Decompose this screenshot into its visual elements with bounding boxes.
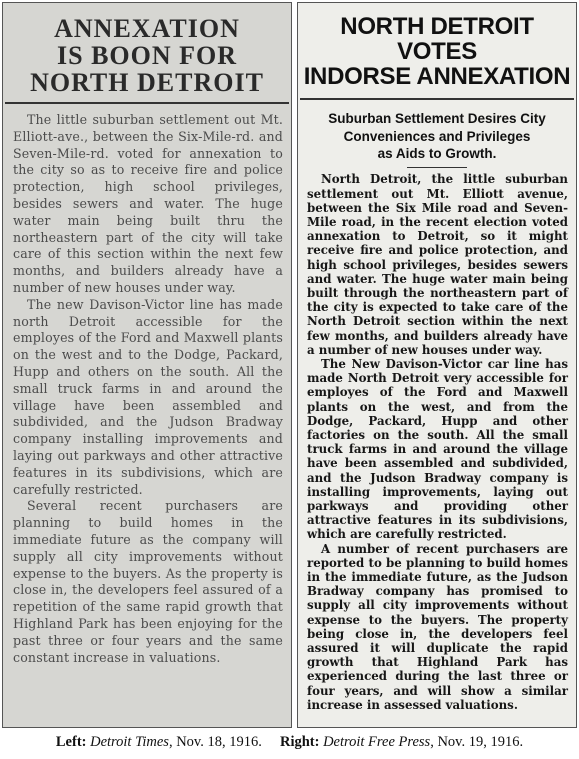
- left-headline-line: IS BOON FOR: [56, 41, 238, 71]
- right-paragraph: North Detroit, the little suburban settlement out Mt. Elliott avenue, between the Six Mile road and Seven-Mile road, in the recent election voted annexation to Detroit, so it might receive fire and police protection, and high school privileges, besides sewers and water. The huge water main being built through the northeastern part of the city is expected to take care of the North Detroit section within the next few months, and builders already have a number of new houses under way.: [307, 172, 568, 357]
- left-headline-line: ANNEXATION: [54, 14, 240, 43]
- left-paragraph: The new Davison-Victor line has made north Detroit accessible for the employes of the Ford and Maxwell plants on the west and to the Dodge, Packard, Hupp and others on the south. All the small truck farms in and around the village have been assembled and subdivided, and the Judson Bradway company installing improvements and laying out parkways and other attractive features in its subdivisions, which are carefully restricted.: [13, 296, 283, 497]
- left-paragraph: Several recent purchasers are planning to build homes in the immediate future as the company will supply all city improvements without expense to the buyers. As the property is close in, the developers feel assured of a repetition of the same rapid growth that Highland Park has been enjoying for the past three or four years and the same constant increase in valuations.: [13, 498, 283, 665]
- left-newspaper-clipping: [2, 2, 292, 728]
- right-paragraph: The New Davison-Victor car line has made North Detroit very accessible for employes of the Ford and Maxwell plants on the west, and from the Dodge, Packard, Hupp and other factories on the south. All the small truck farms in and around the village have been assembled and subdivided, and the Judson Bradway company is installing improvements, laying out parkways and providing other attractive features in its subdivisions, which are carefully restricted.: [307, 356, 568, 542]
- deck-divider: [407, 167, 467, 168]
- left-paragraph: The little suburban settlement out Mt. Elliott-ave., between the Six-Mile-rd. and Seven-Mile-rd. voted for annexation to the city so as to receive fire and police protection, high school privileges, besides sewers and water. The huge water main being built thru the northeastern part of the city will take care of this section within the next few months, and builders already have a number of new houses under way.: [13, 112, 283, 296]
- subheadline-line: as Aids to Growth.: [377, 146, 497, 162]
- headline-divider: [300, 98, 574, 100]
- right-subheadline: [304, 110, 570, 163]
- image-caption: [0, 734, 579, 751]
- caption-left-date: , Nov. 18, 1916.: [168, 734, 262, 750]
- right-headline-line: INDORSE ANNEXATION: [303, 62, 571, 90]
- caption-right-label: Right:: [279, 734, 320, 750]
- left-headline: [3, 3, 291, 102]
- left-article-body: [3, 112, 291, 666]
- subheadline-line: Conveniences and Privileges: [343, 128, 531, 144]
- caption-right-source: Detroit Free Press: [323, 734, 431, 750]
- caption-right-date: , Nov. 19, 1916.: [430, 734, 524, 750]
- right-article-body: [298, 172, 576, 712]
- headline-divider: [5, 102, 289, 104]
- right-headline: [298, 3, 576, 98]
- right-newspaper-clipping: [297, 2, 577, 728]
- subheadline-line: Suburban Settlement Desires City: [328, 110, 546, 126]
- left-headline-line: NORTH DETROIT: [30, 68, 264, 98]
- caption-left-source: Detroit Times: [90, 734, 169, 750]
- right-headline-line: NORTH DETROIT VOTES: [340, 13, 534, 65]
- right-paragraph: A number of recent purchasers are reported to be planning to build homes in the immediate future, as the Judson Bradway company has promised to supply all city improvements without expense to the buyers. The property being close in, the developers feel assured it will duplicate the rapid growth that Highland Park has experienced during the last three or four years, and will show a similar increase in assessed valuations.: [307, 541, 568, 712]
- caption-left-label: Left:: [55, 734, 87, 750]
